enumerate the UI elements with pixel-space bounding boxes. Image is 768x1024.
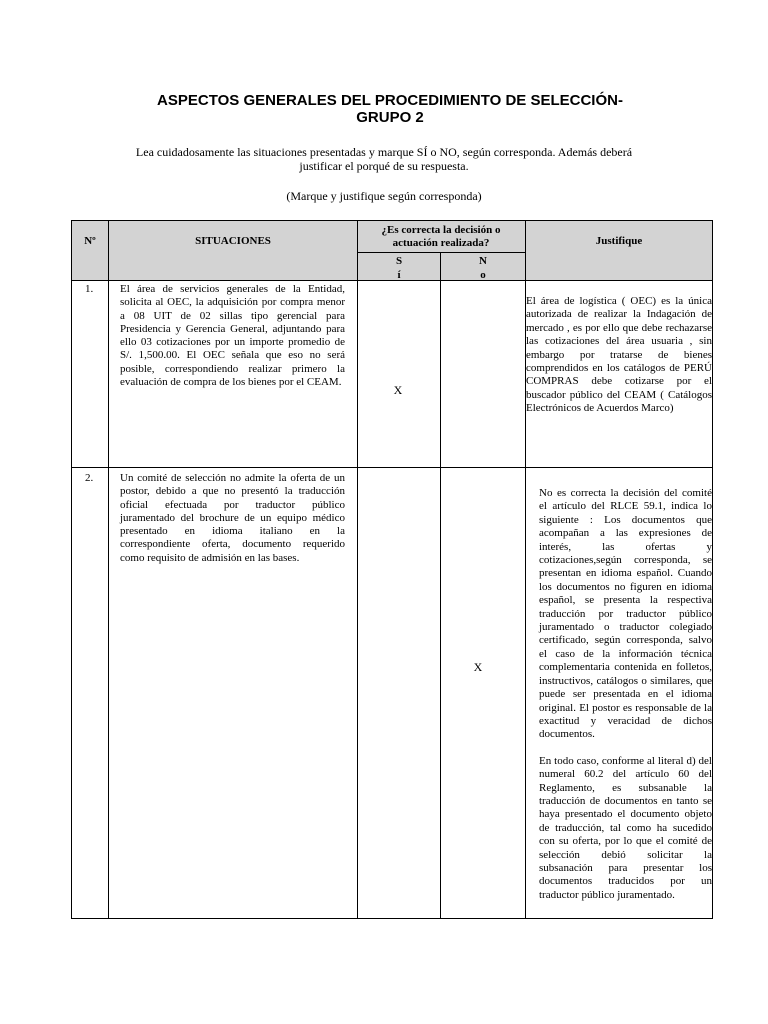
mark-note: (Marque y justifique según corresponda) xyxy=(286,189,482,203)
grid-line xyxy=(357,221,358,918)
instructions-text: Lea cuidadosamente las situaciones presentadas y marque SÍ o NO, según corresponda. Además deberá justificar el porqué de su respuesta. xyxy=(135,145,633,173)
grid-line xyxy=(357,252,525,253)
justification-paragraph: En todo caso, conforme al literal d) del numeral 60.2 del artículo 60 del Reglamento, es subsanable la traducción de documentos en tanto se haya presentado el documento objeto de traducción, tal como ha sucedido con su oferta, por lo que el comité de selección debió solicitar la subsanación para presentar los documentos traducidos por un traductor público juramentado. xyxy=(539,754,712,901)
document-title xyxy=(150,92,630,126)
grid-line xyxy=(440,252,441,918)
header-yes-letter: S xyxy=(395,255,403,267)
header-yes xyxy=(358,254,440,282)
title-line-1: ASPECTOS GENERALES DEL PROCEDIMIENTO DE SELECCIÓN- xyxy=(157,92,623,109)
header-no xyxy=(441,254,525,282)
grid-line xyxy=(108,221,109,918)
row-number: 1. xyxy=(85,283,94,295)
situations-table xyxy=(71,220,713,919)
no-mark: X xyxy=(473,660,483,674)
header-situations: SITUACIONES xyxy=(195,234,271,247)
yes-mark: X xyxy=(393,383,403,397)
justification-text xyxy=(539,487,712,902)
header-yes-letter: í xyxy=(397,269,401,281)
header-number: Nº xyxy=(84,234,96,247)
title-line-2: GRUPO 2 xyxy=(356,109,424,126)
grid-line xyxy=(72,467,712,468)
header-no-letter: N xyxy=(479,255,487,267)
situation-text: Un comité de selección no admite la oferta de un postor, debido a que no presentó la traducción oficial efectuada por traductor público juramentado del brochure de un equipo médico presentado en idioma italiano en la correspondiente oferta, documento requerido como requisito de admisión en las bases. xyxy=(120,472,345,564)
header-decision: ¿Es correcta la decisión o actuación realizada? xyxy=(381,223,501,249)
row-number: 2. xyxy=(85,472,94,484)
header-no-letter: o xyxy=(480,269,486,281)
justification-paragraph: No es correcta la decisión del comité el artículo del RLCE 59.1, indica lo siguiente : Los documentos que acompañan a las expresiones de interés, las ofertas y cotizaciones,según corresponda, se presentan en idioma español. Cuando los documentos no figuren en idioma español, se presenta la respectiva traducción por traductor público juramentado o traductor colegiado certificado, según corresponda, salvo el caso de la información técnica complementaria contenida en folletos, instructivos, catálogos o similares, que puede ser presentada en el idioma original. El postor es responsable de la exactitud y veracidad de dichos documentos. xyxy=(539,487,712,741)
justification-paragraph: El área de logística ( OEC) es la única autorizada de realizar la Indagación de mercado , es por ello que debe rechazarse las cotizaciones del área usuaria , sin embargo por tratarse de bienes comprendidos en los catálogos de PERÚ COMPRAS debe cotizarse por el buscador público del CEAM ( Catálogos Electrónicos de Acuerdos Marco) xyxy=(526,295,712,415)
situation-text: El área de servicios generales de la Entidad, solicita al OEC, la adquisición por compra menor a 08 UIT de 02 sillas tipo gerencial para Presidencia y Gerencia General, adjuntando para ello 03 cotizaciones por un importe promedio de S/. 1,500.00. El OEC señala que eso no será posible, correspondiendo realizar primero la evaluación de compra de los bienes por el CEAM. xyxy=(120,283,345,389)
justification-text xyxy=(526,295,712,416)
header-justify: Justifique xyxy=(595,234,643,247)
